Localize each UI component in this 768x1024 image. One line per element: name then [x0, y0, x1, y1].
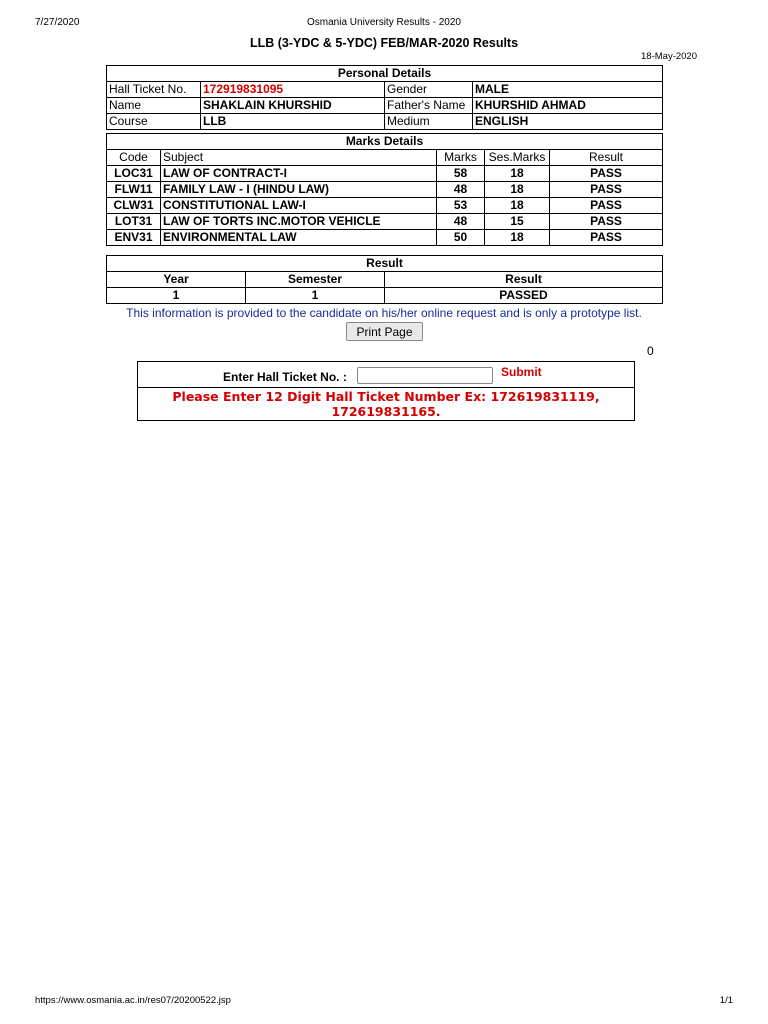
subject-marks: 48: [437, 182, 485, 198]
subject-marks: 53: [437, 198, 485, 214]
footer-url: https://www.osmania.ac.in/res07/20200522.jsp: [35, 995, 231, 1006]
subject-code: FLW11: [107, 182, 161, 198]
print-date: 7/27/2020: [35, 17, 80, 28]
marks-details-table: [106, 133, 663, 246]
name-value: SHAKLAIN KHURSHID: [201, 98, 385, 114]
subject-result: PASS: [550, 230, 663, 246]
semester-header: Semester: [246, 272, 385, 288]
result-heading: Result: [107, 256, 663, 272]
personal-details-table: [106, 65, 663, 130]
subject-ses-marks: 18: [485, 166, 550, 182]
subject-ses-marks: 18: [485, 182, 550, 198]
medium-label: Medium: [385, 114, 473, 130]
name-label: Name: [107, 98, 201, 114]
subject-result: PASS: [550, 214, 663, 230]
subject-code: CLW31: [107, 198, 161, 214]
father-name-label: Father's Name: [385, 98, 473, 114]
result-table: [106, 255, 663, 304]
year-header: Year: [107, 272, 246, 288]
hall-ticket-input-label: Enter Hall Ticket No. :: [223, 370, 347, 384]
subject-code: ENV31: [107, 230, 161, 246]
result-header: Result: [550, 150, 663, 166]
footer-page-number: 1/1: [719, 995, 733, 1006]
marks-header: Marks: [437, 150, 485, 166]
page-title: LLB (3-YDC & 5-YDC) FEB/MAR-2020 Results: [249, 36, 519, 50]
final-result-header: Result: [385, 272, 663, 288]
final-result-value: PASSED: [385, 288, 663, 304]
subject-result: PASS: [550, 182, 663, 198]
subject-code: LOT31: [107, 214, 161, 230]
print-page-button[interactable]: Print Page: [346, 322, 423, 341]
subject-ses-marks: 18: [485, 230, 550, 246]
subject-ses-marks: 18: [485, 198, 550, 214]
table-row: [107, 166, 663, 182]
code-header: Code: [107, 150, 161, 166]
hall-ticket-label: Hall Ticket No.: [107, 82, 201, 98]
table-row: [107, 198, 663, 214]
subject-result: PASS: [550, 198, 663, 214]
disclaimer-text: This information is provided to the candidate on his/her online request and is only a prototype list.: [126, 306, 642, 320]
gender-value: MALE: [473, 82, 663, 98]
course-value: LLB: [201, 114, 385, 130]
subject-code: LOC31: [107, 166, 161, 182]
validation-message-line-1: Please Enter 12 Digit Hall Ticket Number Ex: 172619831119,: [172, 389, 600, 404]
hall-ticket-search-form: [137, 361, 635, 421]
marks-header-row: [107, 150, 663, 166]
validation-message: [138, 389, 634, 419]
course-label: Course: [107, 114, 201, 130]
gender-label: Gender: [385, 82, 473, 98]
visit-counter: 0: [647, 344, 654, 358]
father-name-value: KHURSHID AHMAD: [473, 98, 663, 114]
table-row: [107, 182, 663, 198]
hall-ticket-value: 172919831095: [201, 82, 385, 98]
table-row: [107, 230, 663, 246]
semester-value: 1: [246, 288, 385, 304]
subject-name: ENVIRONMENTAL LAW: [161, 230, 437, 246]
subject-marks: 50: [437, 230, 485, 246]
subject-name: FAMILY LAW - I (HINDU LAW): [161, 182, 437, 198]
subject-name: LAW OF TORTS INC.MOTOR VEHICLE: [161, 214, 437, 230]
subject-marks: 48: [437, 214, 485, 230]
marks-details-heading: Marks Details: [107, 134, 663, 150]
submit-button[interactable]: Submit: [501, 365, 542, 379]
subject-result: PASS: [550, 166, 663, 182]
hall-ticket-input[interactable]: [357, 367, 493, 384]
subject-header: Subject: [161, 150, 437, 166]
subject-marks: 58: [437, 166, 485, 182]
table-row: [107, 214, 663, 230]
medium-value: ENGLISH: [473, 114, 663, 130]
print-page-title: Osmania University Results - 2020: [307, 17, 461, 28]
subject-ses-marks: 15: [485, 214, 550, 230]
subject-name: CONSTITUTIONAL LAW-I: [161, 198, 437, 214]
subject-name: LAW OF CONTRACT-I: [161, 166, 437, 182]
validation-message-line-2: 172619831165.: [331, 404, 441, 419]
personal-details-heading: Personal Details: [107, 66, 663, 82]
ses-marks-header: Ses.Marks: [485, 150, 550, 166]
publish-date: 18-May-2020: [641, 51, 697, 62]
year-value: 1: [107, 288, 246, 304]
